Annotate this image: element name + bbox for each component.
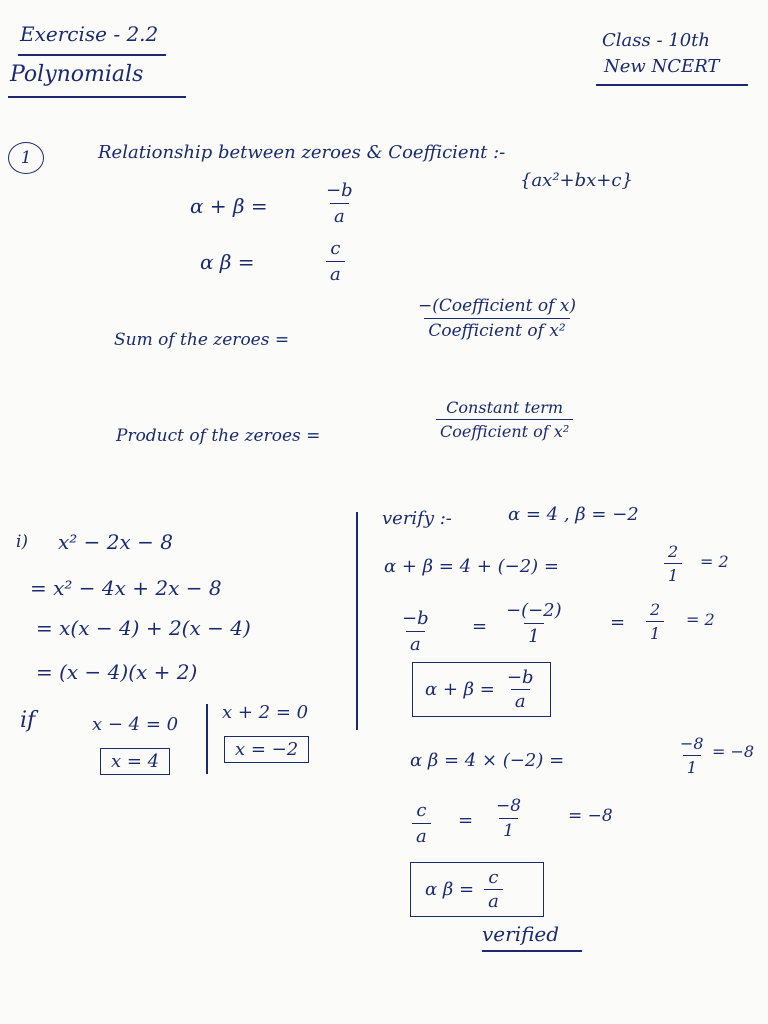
verify-ca-fraction [492, 796, 525, 841]
general-form: {ax²+bx+c} [520, 170, 633, 191]
fraction-denominator: 1 [683, 755, 701, 777]
if-label: if [20, 708, 36, 733]
fraction-numerator: −(−2) [506, 600, 562, 621]
fraction-denominator: a [484, 889, 503, 912]
fraction-numerator: −b [326, 180, 353, 201]
column-divider [356, 512, 358, 730]
roots-divider [206, 704, 208, 774]
verify-product-result: = −8 [712, 742, 755, 761]
verify-product-line: α β = 4 × (−2) = [410, 750, 565, 771]
product-of-zeroes-label: Product of the zeroes = [116, 426, 321, 446]
verify-substituted-fraction [502, 600, 566, 647]
fraction-denominator: 1 [646, 621, 664, 643]
fraction-numerator: −b [506, 667, 534, 688]
verify-sum-result: = 2 [700, 552, 729, 571]
verify-equals-2: = [610, 612, 626, 633]
fraction-numerator: c [416, 800, 427, 821]
class-label: Class - 10th [602, 30, 710, 51]
fraction-numerator: −(Coefficient of x) [418, 296, 577, 316]
boxed-sum-fraction [503, 667, 538, 712]
verify-equals: = [472, 616, 488, 637]
verified-label: verified [482, 922, 560, 946]
boxed-product-relation [410, 862, 544, 917]
chapter-underline [8, 96, 186, 98]
verify-sum-line: α + β = 4 + (−2) = [384, 556, 559, 577]
question-label: i) [16, 532, 29, 552]
solution-line-3: = x(x − 4) + 2(x − 4) [36, 616, 251, 640]
fraction-numerator: 2 [668, 542, 679, 561]
root-2-boxed: x = −2 [224, 736, 309, 763]
verify-heading: verify :- [382, 508, 452, 529]
verify-minus-b-over-a [398, 608, 433, 655]
c-over-a [326, 238, 345, 285]
fraction-numerator: −b [402, 608, 429, 629]
fraction-numerator: c [488, 867, 499, 888]
boxed-sum-lhs: α + β = [425, 679, 495, 700]
minus-b-over-a [322, 180, 357, 227]
exercise-label: Exercise - 2.2 [20, 22, 159, 46]
solution-line-2: = x² − 4x + 2x − 8 [30, 576, 222, 600]
fraction-denominator: Coefficient of x² [424, 318, 569, 341]
fraction-numerator: −8 [496, 796, 522, 816]
fraction-denominator: a [412, 823, 431, 847]
sum-of-zeroes-formula: α + β = [190, 194, 268, 218]
product-coefficient-fraction [436, 398, 573, 441]
fraction-denominator: a [330, 203, 349, 227]
fraction-denominator: 1 [524, 623, 543, 647]
relationship-heading: Relationship between zeroes & Coefficient :- [98, 142, 506, 163]
alpha-beta-values: α = 4 , β = −2 [508, 504, 639, 525]
product-of-zeroes-formula: α β = [200, 250, 255, 274]
solution-line-4: = (x − 4)(x + 2) [36, 660, 198, 684]
fraction-denominator: 1 [499, 818, 518, 841]
sum-of-zeroes-label: Sum of the zeroes = [114, 330, 290, 350]
board-underline [596, 84, 748, 86]
fraction-denominator: Coefficient of x² [436, 419, 573, 441]
fraction-denominator: a [326, 261, 345, 285]
verified-underline [482, 950, 582, 952]
chapter-title: Polynomials [10, 62, 144, 87]
board-label: New NCERT [604, 56, 720, 77]
fraction-denominator: 1 [664, 563, 682, 585]
exercise-underline [18, 54, 166, 56]
fraction-numerator: Constant term [446, 398, 564, 417]
root-1-equation: x − 4 = 0 [92, 714, 179, 735]
fraction-numerator: c [330, 238, 341, 259]
root-2-equation: x + 2 = 0 [222, 702, 309, 723]
verify-ca-equals: = [458, 810, 474, 831]
verify-ca-result: = −8 [568, 806, 613, 826]
verify-two-over-one [646, 600, 664, 643]
verify-product-fraction [676, 734, 708, 777]
fraction-denominator: a [406, 631, 425, 655]
boxed-product-lhs: α β = [425, 879, 475, 900]
fraction-denominator: a [511, 689, 530, 712]
sum-coefficient-fraction [414, 296, 580, 341]
verify-sum-fraction [664, 542, 682, 585]
boxed-sum-relation [412, 662, 551, 717]
question-number-circle: 1 [8, 142, 44, 174]
verify-c-over-a [412, 800, 431, 847]
fraction-numerator: −8 [680, 734, 704, 753]
boxed-product-fraction [484, 867, 503, 912]
solution-line-1: x² − 2x − 8 [58, 530, 173, 554]
root-1-boxed: x = 4 [100, 748, 170, 775]
verify-ba-result: = 2 [686, 610, 715, 629]
fraction-numerator: 2 [650, 600, 661, 619]
